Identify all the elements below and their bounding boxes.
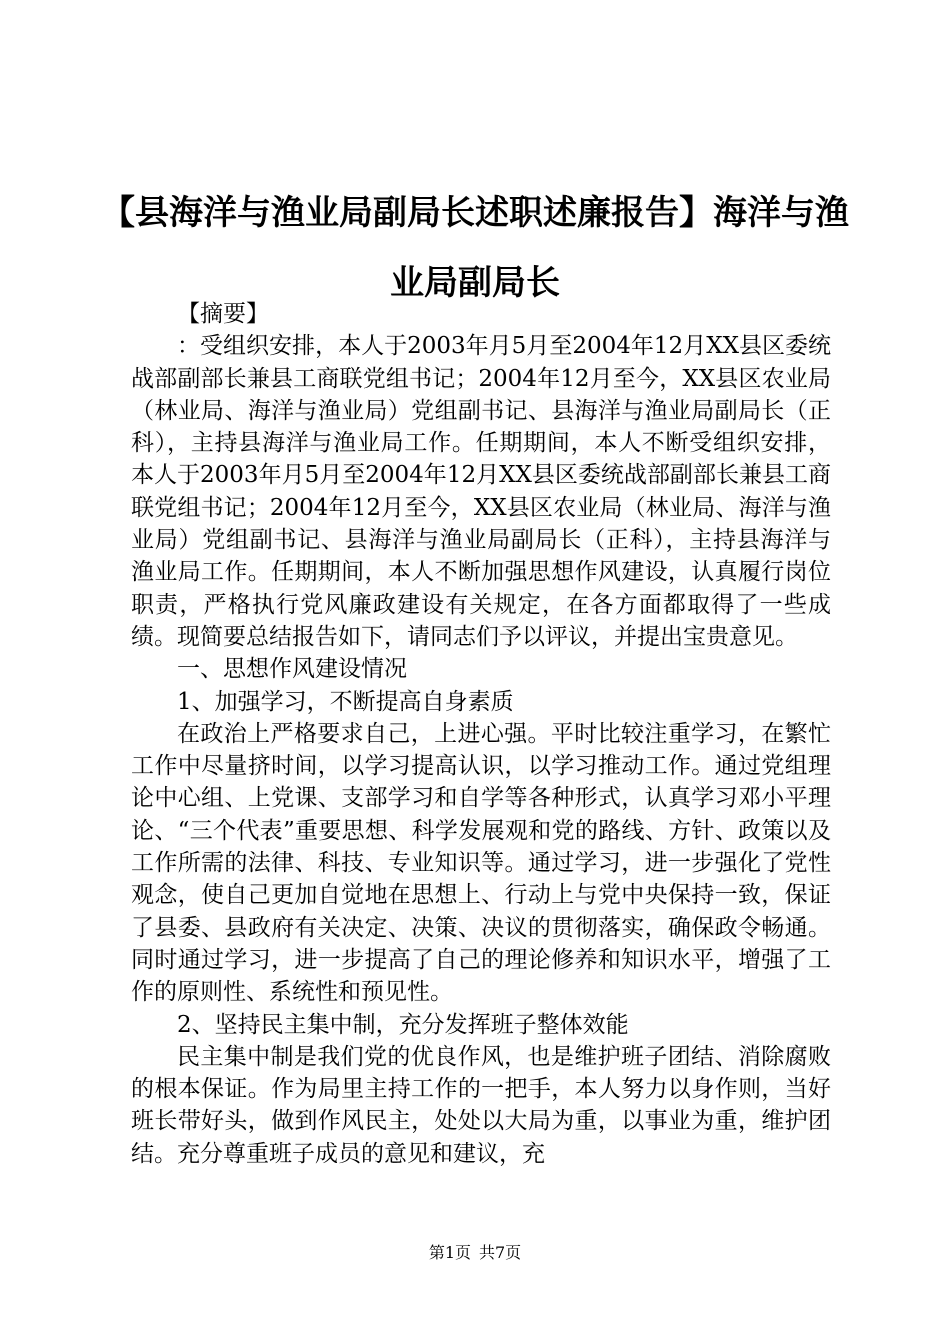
document-title: 【县海洋与渔业局副局长述职述廉报告】海洋与渔业局副局长 xyxy=(101,193,849,303)
subsection-heading-1: 1、加强学习，不断提高自身素质 xyxy=(177,688,514,715)
page-total: 共7页 xyxy=(479,1243,522,1262)
page-footer xyxy=(0,1243,950,1263)
abstract-heading: 【摘要】 xyxy=(177,301,269,327)
body-paragraph-2: 民主集中制是我们党的优良作风，也是维护班子团结、消除腐败的根本保证。作为局里主持工作的一把手，本人努力以身作则，当好班长带好头，做到作风民主，处处以大局为重，以事业为重，维护团结。充分尊重班子成员的意见和建议，充 xyxy=(131,1043,831,1167)
page-number: 第1页 xyxy=(428,1243,471,1262)
document-body xyxy=(131,298,831,1170)
body-paragraph-1: 在政治上严格要求自己，上进心强。平时比较注重学习，在繁忙工作中尽量挤时间，以学习提高认识，以学习推动工作。通过党组理论中心组、上党课、支部学习和自学等各种形式，认真学习邓小平理论、“三个代表”重要思想、科学发展观和党的路线、方针、政策以及工作所需的法律、科技、专业知识等。通过学习，进一步强化了党性观念，使自己更加自觉地在思想上、行动上与党中央保持一致，保证了县委、县政府有关决定、决策、决议的贯彻落实，确保政令畅通。同时通过学习，进一步提高了自己的理论修养和知识水平，增强了工作的原则性、系统性和预见性。 xyxy=(131,720,831,1006)
section-heading-1: 一、思想作风建设情况 xyxy=(177,656,407,683)
subsection-heading-2: 2、坚持民主集中制，充分发挥班子整体效能 xyxy=(177,1011,629,1038)
abstract-paragraph: ：受组织安排，本人于2003年月5月至2004年12月XX县区委统战部副部长兼县工商联党组书记；2004年12月至今，XX县区农业局（林业局、海洋与渔业局）党组副书记、县海洋与渔业局副局长（正科），主持县海洋与渔业局工作。任期期间，本人不断受组织安排，本人于2003年月5月至2004年12月XX县区委统战部副部长兼县工商联党组书记；2004年12月至今，XX县区农业局（林业局、海洋与渔业局）党组副书记、县海洋与渔业局副局长（正科），主持县海洋与渔业局工作。任期期间，本人不断加强思想作风建设，认真履行岗位职责，严格执行党风廉政建设有关规定，在各方面都取得了一些成绩。现简要总结报告如下，请同志们予以评议，并提出宝贵意见。 xyxy=(131,333,831,650)
